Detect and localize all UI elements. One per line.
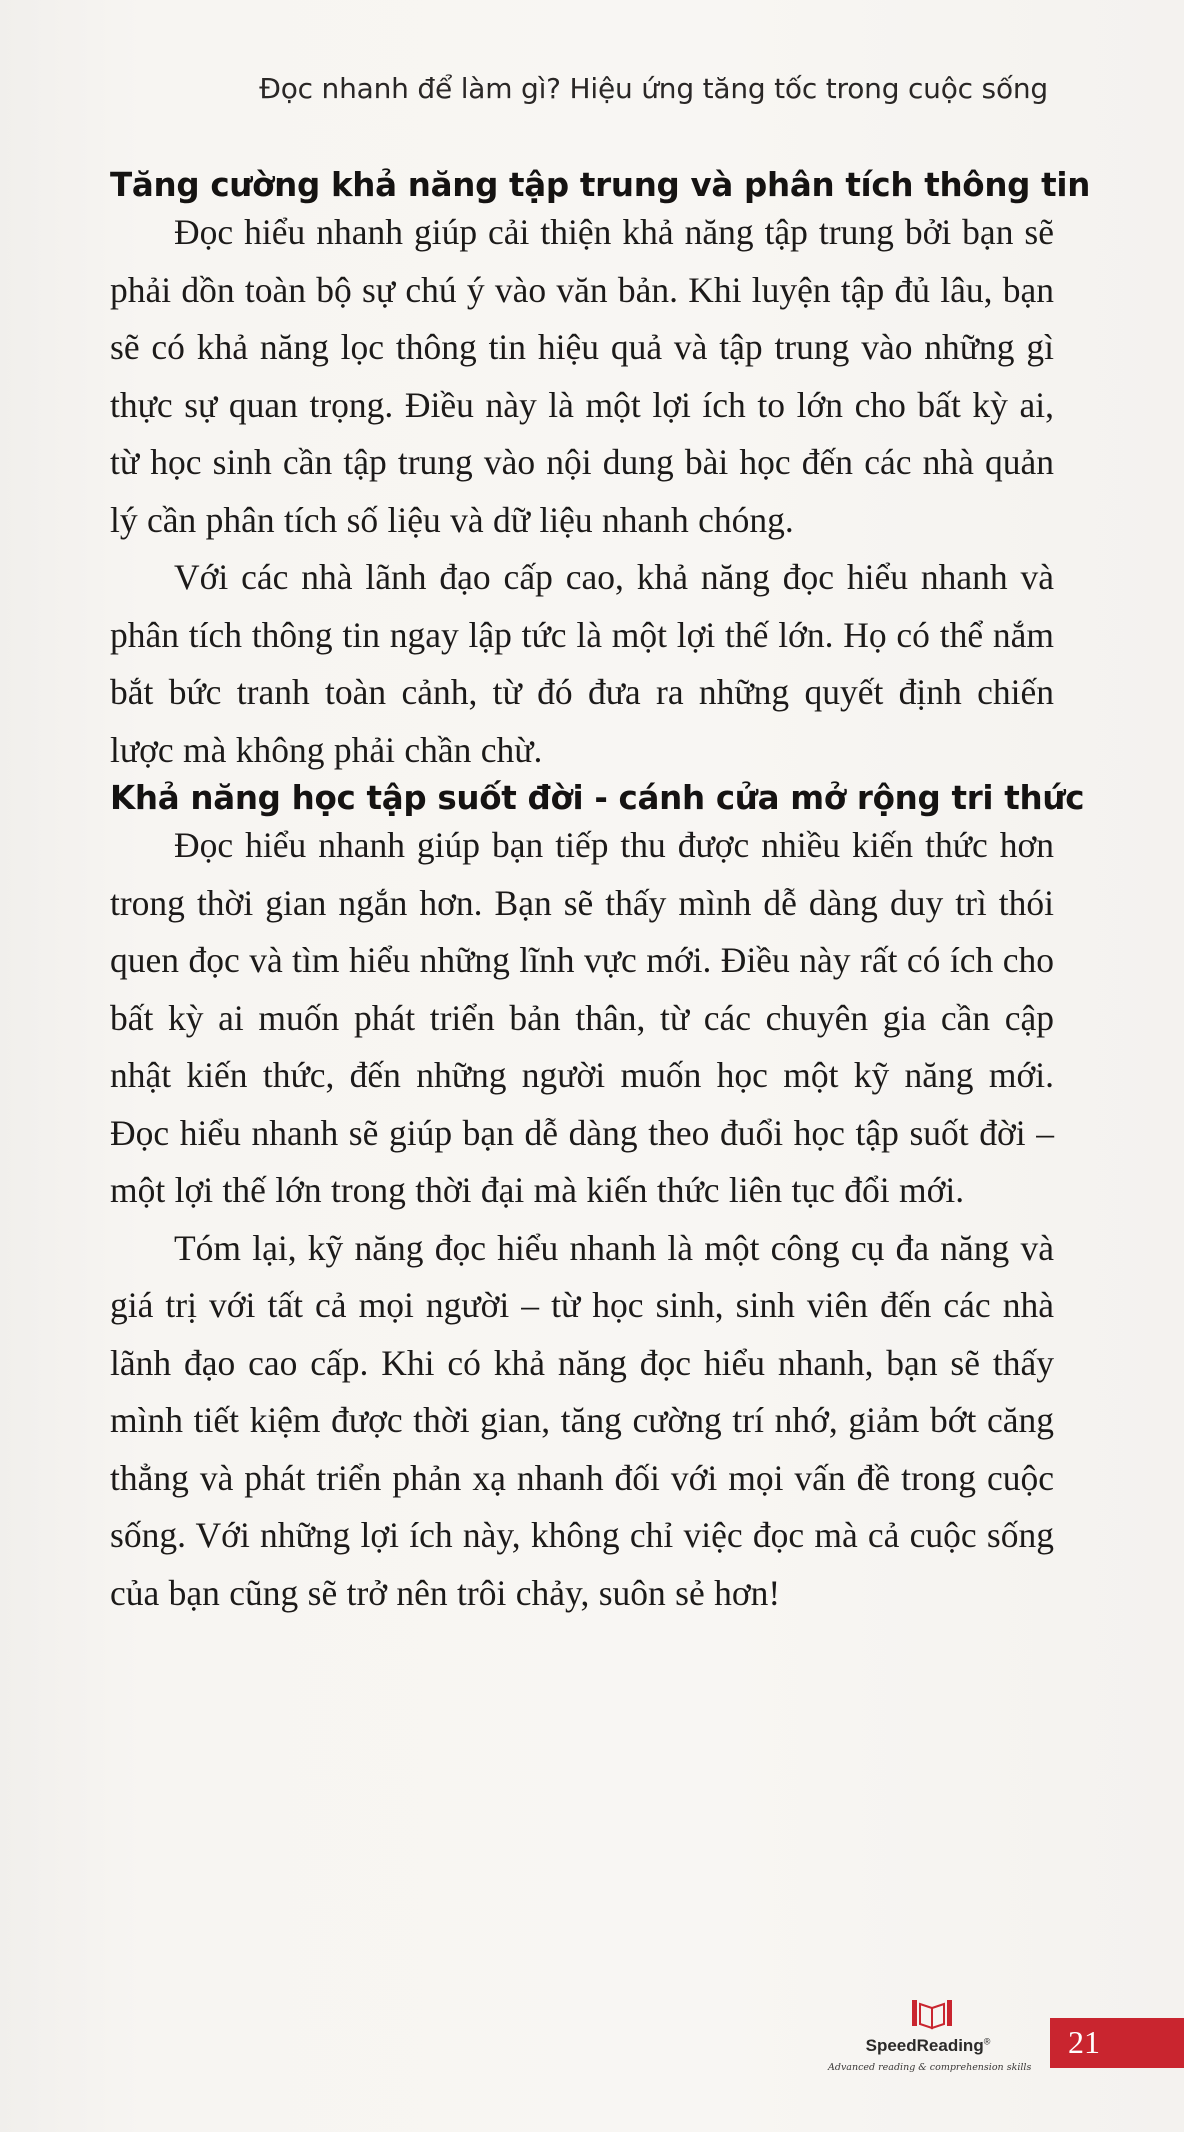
logo-tagline: Advanced reading & comprehension skills [828,2062,1032,2073]
page-number: 21 [1068,2024,1100,2060]
paragraph: Đọc hiểu nhanh giúp cải thiện khả năng tập trung bởi bạn sẽ phải dồn toàn bộ sự chú ý vào văn bản. Khi luyện tập đủ lâu, bạn sẽ có khả năng lọc thông tin hiệu quả và tập trung vào những gì thực sự quan trọng. Điều này là một lợi ích to lớn cho bất kỳ ai, từ học sinh cần tập trung vào nội dung bài học đến các nhà quản lý cần phân tích số liệu và dữ liệu nhanh chóng. [110,212,1054,540]
section-heading-focus: Tăng cường khả năng tập trung và phân tích thông tin [110,166,1091,204]
paragraph: Với các nhà lãnh đạo cấp cao, khả năng đọc hiểu nhanh và phân tích thông tin ngay lập tức là một lợi thế lớn. Họ có thể nắm bắt bức tranh toàn cảnh, từ đó đưa ra những quyết định chiến lược mà không phải chần chừ. [110,557,1054,770]
running-header: Đọc nhanh để làm gì? Hiệu ứng tăng tốc trong cuộc sống [259,72,1048,105]
logo-wordmark: SpeedReading® [865,2036,991,2055]
open-book-icon [908,1998,956,2030]
paragraph: Tóm lại, kỹ năng đọc hiểu nhanh là một công cụ đa năng và giá trị với tất cả mọi người – từ học sinh, sinh viên đến các nhà lãnh đạo cao cấp. Khi có khả năng đọc hiểu nhanh, bạn sẽ thấy mình tiết kiệm được thời gian, tăng cường trí nhớ, giảm bớt căng thẳng và phát triển phản xạ nhanh đối với mọi vấn đề trong cuộc sống. Với những lợi ích này, không chỉ việc đọc mà cả cuộc sống của bạn cũng sẽ trở nên trôi chảy, suôn sẻ hơn! [110,1227,1054,1613]
speedreading-logo [828,1998,1032,2088]
section-heading-lifelong-learning: Khả năng học tập suốt đời - cánh cửa mở rộng tri thức [110,779,1085,817]
page-content [110,166,1091,1622]
paragraph: Đọc hiểu nhanh giúp bạn tiếp thu được nhiều kiến thức hơn trong thời gian ngắn hơn. Bạn sẽ thấy mình dễ dàng duy trì thói quen đọc và tìm hiểu những lĩnh vực mới. Điều này rất có ích cho bất kỳ ai muốn phát triển bản thân, từ các chuyên gia cần cập nhật kiến thức, đến những người muốn học một kỹ năng mới. Đọc hiểu nhanh sẽ giúp bạn dễ dàng theo đuổi học tập suốt đời – một lợi thế lớn trong thời đại mà kiến thức liên tục đổi mới. [110,825,1054,1210]
page-number-tab [1050,2018,1184,2068]
